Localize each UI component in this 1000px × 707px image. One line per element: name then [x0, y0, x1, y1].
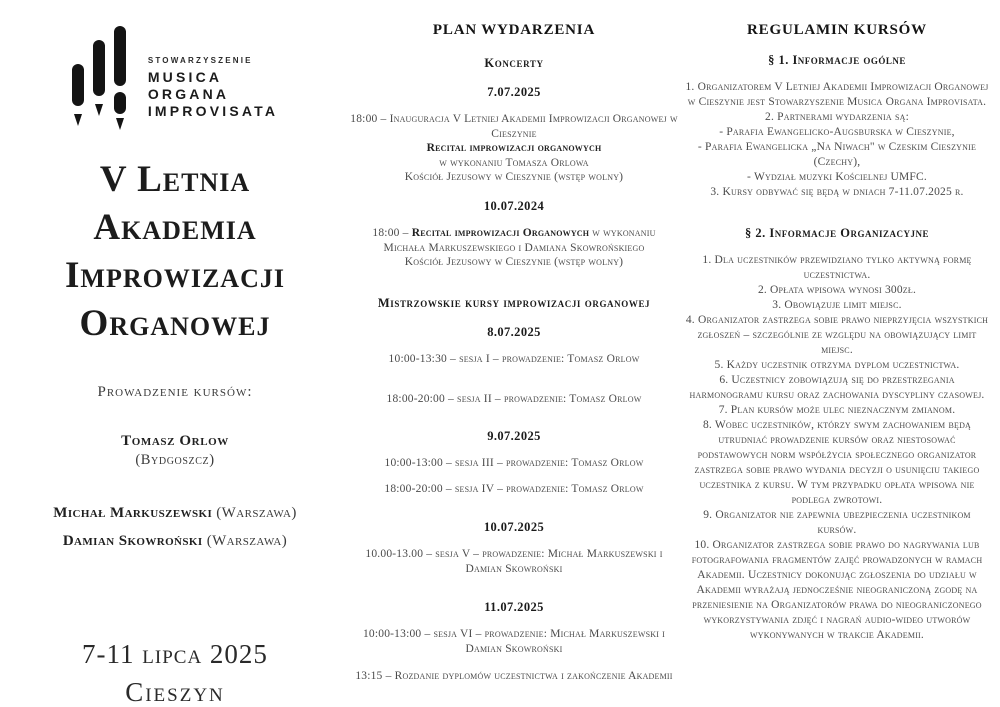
instructor-city: (Warszawa)	[212, 505, 297, 521]
course-leaders-label: Prowadzenie kursów:	[97, 384, 253, 400]
concert-venue: Kościół Jezusowy w Cieszynie (wstęp wolny)	[404, 171, 624, 184]
course-session: 10:00-13:00 – sesja VI – prowadzenie: Michał Markuszewski i Damian Skowroński	[362, 628, 666, 655]
instructor-city: (Bydgoszcz)	[135, 452, 215, 468]
event-title	[0, 156, 350, 348]
course-session: 10:00-13:00 – sesja III – prowadzenie: Tomasz Orlow	[384, 456, 644, 469]
concert-performer: w wykonaniu Michała Markuszewskiego i Damiana Skowrońskiego	[383, 226, 656, 254]
concert-recital-title: Recital improwizacji Organowych	[411, 226, 590, 239]
regulation-item: 6. Uczestnicy zobowiązują się do przestrzegania harmonogramu kursu oraz zachowania dyscypliny czasowej.	[689, 374, 985, 401]
regulations-section1-body	[684, 80, 990, 200]
course-day-date: 8.07.2025	[487, 324, 541, 339]
schedule-title: PLAN WYDARZENIA	[432, 22, 596, 38]
concert-performer: w wykonaniu Tomasza Orlowa	[439, 156, 589, 169]
event-title-line: Akademia	[93, 207, 257, 248]
regulation-item: - Parafia Ewangelicko-Augsburska w Cieszynie,	[719, 126, 955, 138]
instructor-name: Damian Skowroński	[62, 533, 203, 549]
event-title-line: Organowej	[79, 303, 271, 344]
concerts-heading: Koncerty	[484, 56, 544, 70]
concert-time: 18:00 –	[372, 226, 412, 239]
association-name-line: IMPROVISATA	[147, 103, 279, 119]
regulation-item: 2. Opłata wpisowa wynosi 300zł.	[757, 284, 917, 296]
regulation-item: 4. Organizator zastrzega sobie prawo nieprzyjęcia wszystkich zgłoszeń – szczególnie ze względu na obowiązujący limit miejsc.	[685, 314, 989, 356]
course-day-date: 11.07.2025	[484, 600, 544, 615]
regulation-item: 1. Organizatorem V Letniej Akademii Improwizacji Organowej w Cieszynie jest Stowarzyszenie Musica Organa Improvisata.	[685, 81, 989, 108]
regulation-item: 5. Każdy uczestnik otrzyma dyplom uczestnictwa.	[714, 359, 960, 371]
concert-date: 10.07.2024	[483, 198, 545, 213]
event-city: Cieszyn	[125, 677, 225, 707]
concert-line: 18:00 – Inauguracja V Letniej Akademii Improwizacji Organowej w Cieszynie	[350, 113, 678, 140]
schedule-column	[350, 0, 678, 707]
regulation-item: - Wydział muzyki Kościelnej UMFC.	[747, 171, 927, 183]
event-dates: 7-11 lipca 2025	[82, 639, 268, 669]
diploma-ceremony-line: 13:15 – Rozdanie dyplomów uczestnictwa i zakończenie Akademii	[355, 669, 673, 682]
course-session: 18:00-20:00 – sesja II – prowadzenie: Tomasz Orlow	[386, 393, 642, 406]
regulation-item: 2. Partnerami wydarzenia są:	[765, 111, 909, 123]
regulation-item: 7. Plan kursów może ulec nieznacznym zmianom.	[718, 404, 956, 416]
association-type-label: STOWARZYSZENIE	[147, 56, 253, 65]
concert-recital-title: Recital improwizacji organowych	[426, 142, 602, 155]
instructor-list	[0, 501, 350, 553]
course-day-date: 10.07.2025	[483, 520, 545, 535]
event-title-line: V Letnia	[99, 159, 251, 200]
regulation-item: 3. Obowiązuje limit miejsc.	[772, 299, 902, 311]
left-column	[0, 0, 350, 707]
course-day-date: 9.07.2025	[487, 428, 541, 443]
regulation-item: 10. Organizator zastrzega sobie prawo do nagrywania lub fotografowania fragmentów zajęć prowadzonych w ramach Akademii. Uczestnicy dokonując zgłoszenia do udziału w Akademii wyrażają jednocześnie nieograniczoną zgodę na przeniesienie na Organizatorów prawa do nieograniczonego wykorzystywania zdjęć i nagrań audio-wideo utworów wykonywanych w trakcie Akademii.	[691, 539, 983, 641]
instructor-city: (Warszawa)	[202, 533, 288, 549]
course-session: 10:00-13:30 – sesja I – prowadzenie: Tomasz Orlow	[388, 352, 640, 365]
regulation-item: - Parafia Ewangelicka „Na Niwach" w Czeskim Cieszynie (Czechy),	[697, 141, 977, 168]
regulations-column	[678, 0, 1000, 707]
organ-pipes-icon	[72, 26, 134, 130]
regulation-item: 9. Organizator nie zapewnia ubezpieczenia uczestnikom kursów.	[703, 509, 971, 536]
association-name-line: MUSICA	[147, 69, 223, 85]
event-title-line: Improwizacji	[65, 255, 285, 296]
regulations-title: REGULAMIN KURSÓW	[747, 22, 927, 38]
instructor-entry	[0, 529, 350, 553]
association-logo	[0, 26, 350, 130]
regulations-section2-body	[684, 253, 990, 643]
course-session: 18:00-20:00 – sesja IV – prowadzenie: Tomasz Orlow	[384, 482, 644, 495]
regulations-section2-heading: § 2. Informacje Organizacyjne	[744, 226, 930, 240]
course-session: 10.00-13.00 – sesja V – prowadzenie: Michał Markuszewski i Damian Skowroński	[365, 548, 663, 575]
regulation-item: 1. Dla uczestników przewidziano tylko aktywną formę uczestnictwa.	[702, 254, 972, 281]
association-name	[148, 56, 278, 120]
concert-venue: Kościół Jezusowy w Cieszynie (wstęp wolny)	[404, 256, 624, 269]
instructor-name: Michał Markuszewski	[53, 505, 213, 521]
regulation-item: 8. Wobec uczestników, którzy swym zachowaniem będą utrudniać prowadzenie kursów oraz niestosować podstawowych norm współżycia społecznego organizator zastrzega sobie prawo wydania decyzji o usunięciu takiego uczestnika z kursu. W tym przypadku opłata wpisowa nie podlega zwrotowi.	[694, 419, 980, 506]
masterclass-heading: Mistrzowskie kursy improwizacji organowej	[377, 295, 651, 310]
concert-description	[350, 226, 678, 270]
regulations-section1-heading: § 1. Informacje ogólne	[768, 53, 906, 67]
instructor-name: Tomasz Orlow	[121, 433, 229, 449]
instructor-entry	[0, 501, 350, 525]
concert-date: 7.07.2025	[487, 85, 541, 99]
association-name-line: ORGANA	[147, 86, 230, 102]
concert-line	[350, 226, 678, 255]
concert-description	[350, 112, 678, 185]
regulation-item: 3. Kursy odbywać się będą w dniach 7-11.07.2025 r.	[710, 186, 964, 198]
